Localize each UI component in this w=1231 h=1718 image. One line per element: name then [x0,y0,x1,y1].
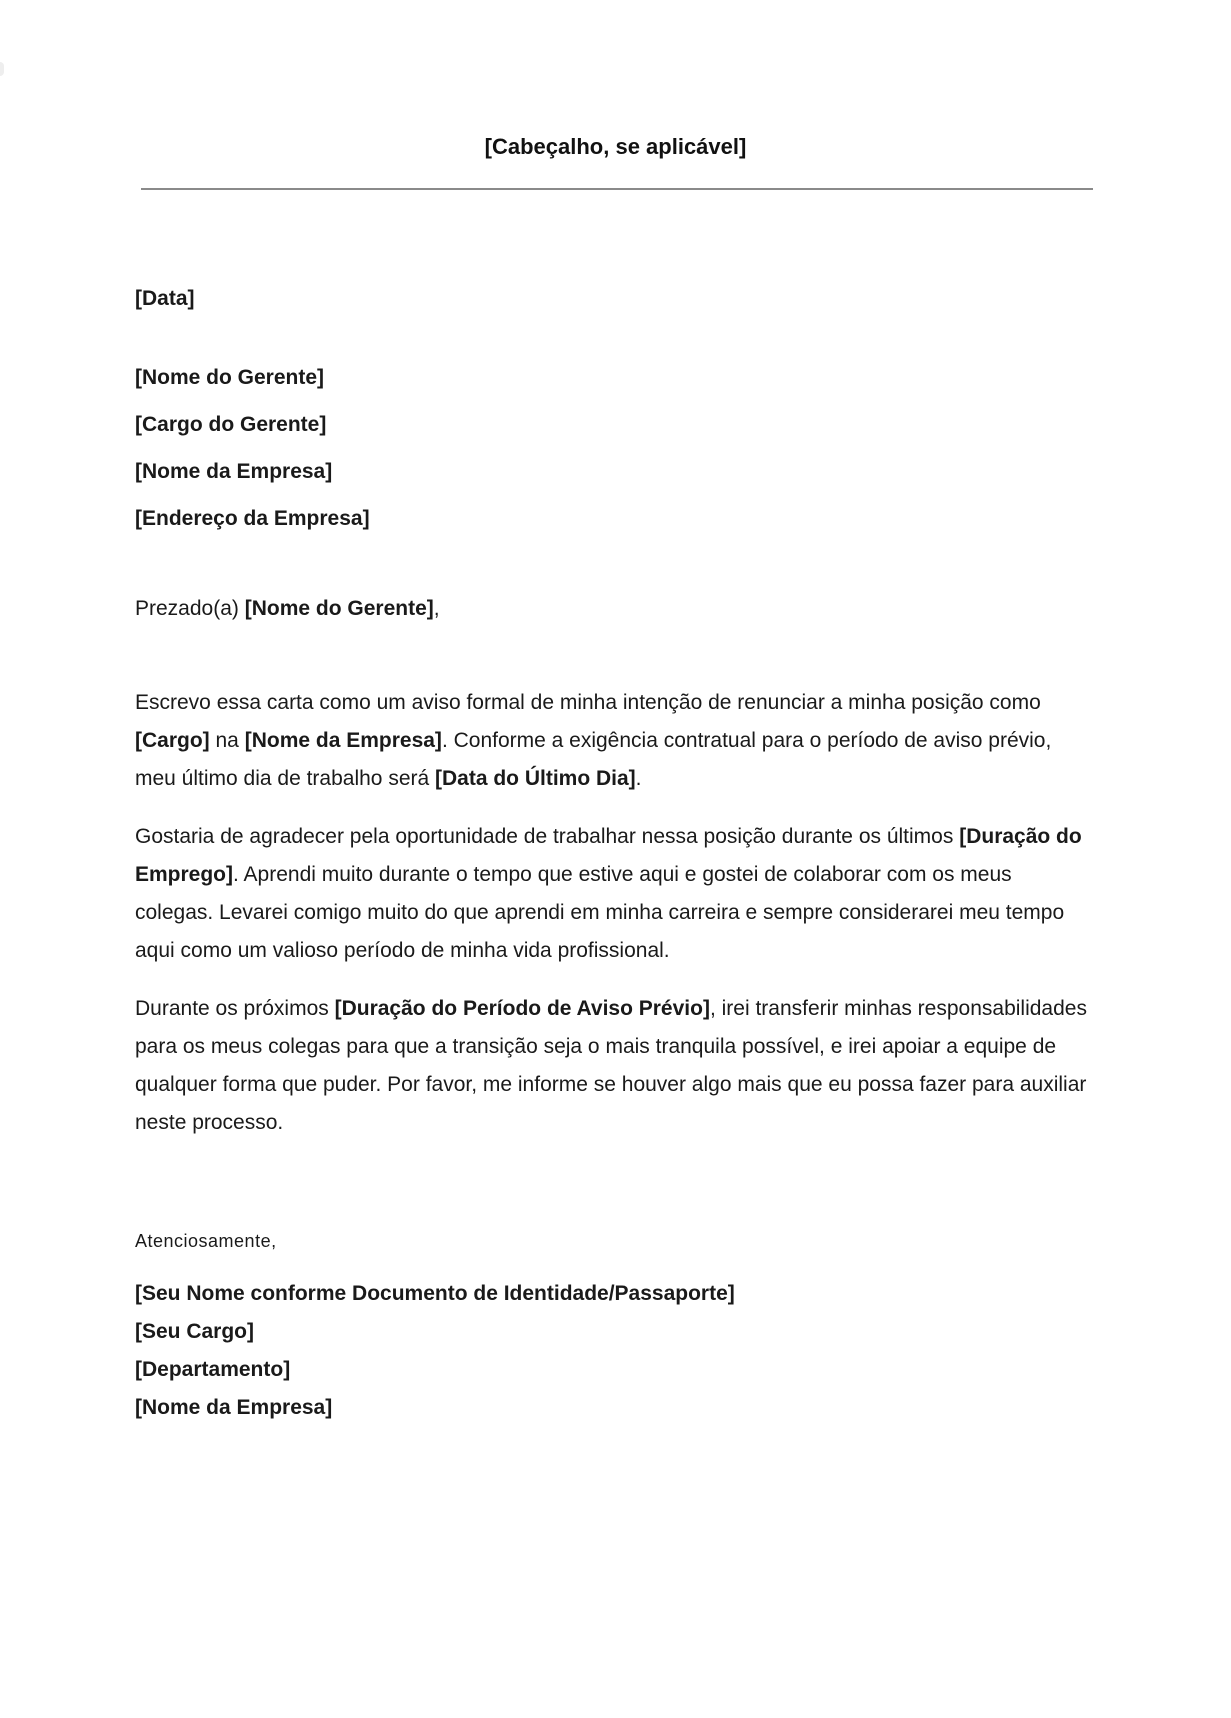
letter-date: [Data] [135,287,195,310]
salutation-punct: , [433,597,440,620]
recipient-title: [Cargo do Gerente] [135,413,327,436]
p2-placeholder-duracao: [Duração do Emprego] [135,825,1082,886]
salutation [135,590,1095,628]
recipient-company: [Nome da Empresa] [135,460,333,483]
p1-text-4: . [635,767,642,790]
page-edge-mark [0,62,4,76]
page-header: [Cabeçalho, se aplicável] [484,134,747,159]
header-divider [141,188,1093,190]
p1-text-1: Escrevo essa carta como um aviso formal de minha intenção de renunciar a minha posição como [135,691,1041,714]
p3-text-2: , irei transferir minhas responsabilidades para os meus colegas para que a transição seja o mais tranquila possível, e irei apoiar a equipe de qualquer forma que puder. Por favor, me informe se houver algo mais que eu possa fazer para auxiliar neste processo. [135,997,1087,1134]
salutation-greeting: Prezado(a) [135,597,245,620]
p3-text-1: Durante os próximos [135,997,335,1020]
p1-text-2: na [209,729,245,752]
signature-company: [Nome da Empresa] [135,1396,333,1419]
p1-placeholder-ultimo-dia: [Data do Último Dia] [435,767,636,790]
body-paragraph-1 [135,684,1095,798]
body-paragraph-2 [135,818,1095,970]
p1-text-3: . Conforme a exigência contratual para o período de aviso prévio, meu último dia de trabalho será [135,729,1052,790]
p3-placeholder-aviso: [Duração do Período de Aviso Prévio] [334,997,710,1020]
recipient-address: [Endereço da Empresa] [135,507,370,530]
recipient-block [135,354,1095,542]
salutation-name: [Nome do Gerente] [244,597,434,620]
p2-text-2: . Aprendi muito durante o tempo que estive aqui e gostei de colaborar com os meus colegas. Levarei comigo muito do que aprendi em minha carreira e sempre considerarei meu tempo aqui como um valioso período de minha vida profissional. [135,863,1065,962]
signature-department: [Departamento] [135,1358,291,1381]
letter-body [135,684,1095,1162]
signature-name: [Seu Nome conforme Documento de Identidade/Passaporte] [135,1282,735,1305]
signature-title: [Seu Cargo] [135,1320,255,1343]
p2-text-1: Gostaria de agradecer pela oportunidade de trabalhar nessa posição durante os últimos [135,825,960,848]
body-paragraph-3 [135,990,1095,1142]
recipient-name: [Nome do Gerente] [135,366,325,389]
closing: Atenciosamente, [135,1231,277,1251]
p1-placeholder-cargo: [Cargo] [135,729,210,752]
signature-block [135,1275,1095,1427]
p1-placeholder-empresa: [Nome da Empresa] [244,729,442,752]
